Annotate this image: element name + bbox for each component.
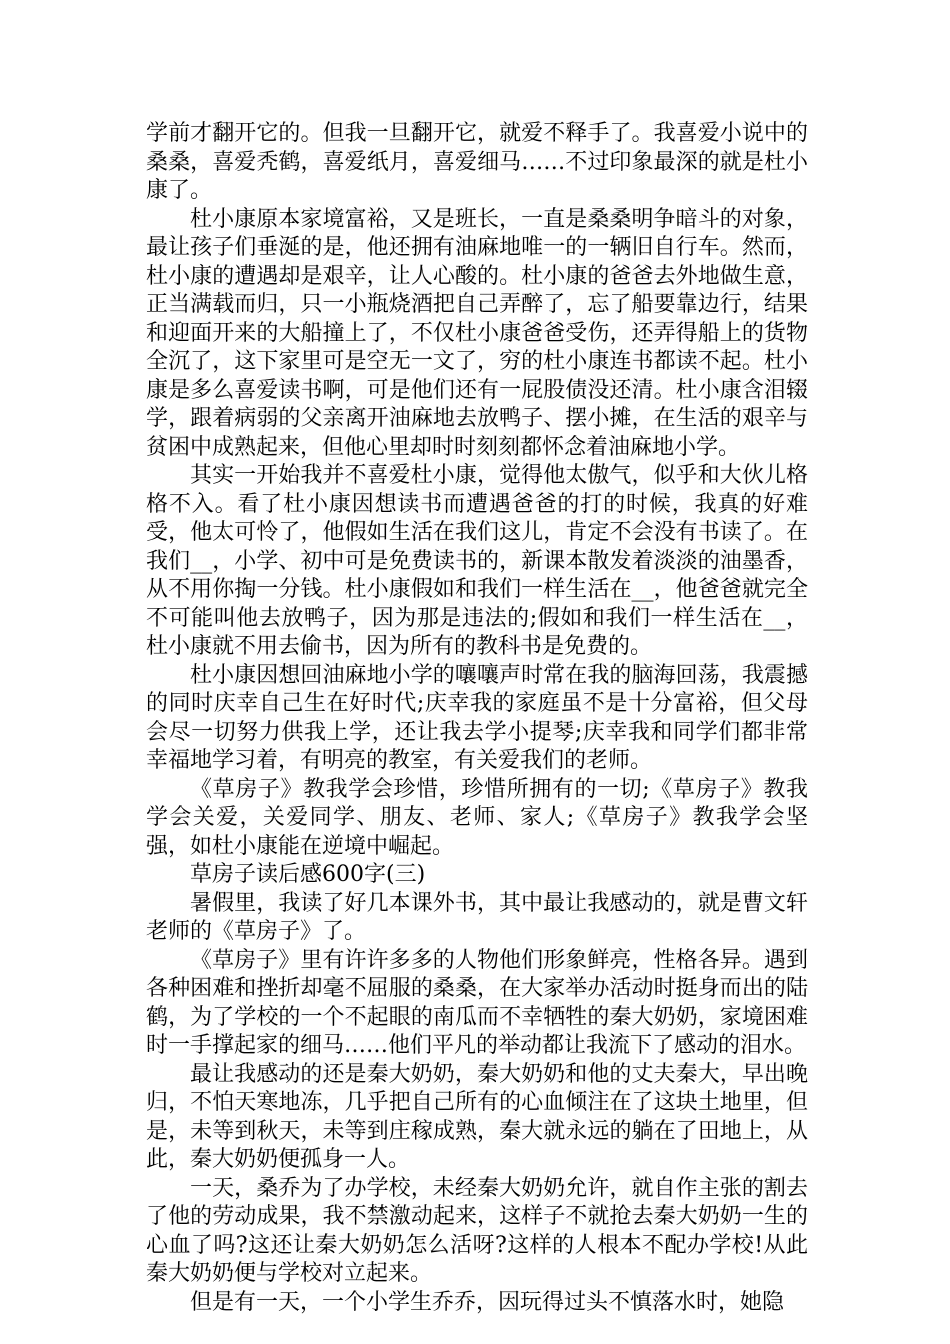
paragraph-sang-qiao: 一天，桑乔为了办学校，未经秦大奶奶允许，就自作主张的割去了他的劳动成果，我不禁激动起来，这样子不就抢去秦大奶奶一生的心血了吗?这还让秦大奶奶怎么活呀?这样的人根本不配办学校!从此秦大奶奶便与学校对立起来。	[146, 1175, 808, 1286]
document-page	[146, 120, 808, 1317]
paragraph-gratitude: 杜小康因想回油麻地小学的嚷嚷声时常在我的脑海回荡，我震撼的同时庆幸自己生在好时代;庆幸我的家庭虽不是十分富裕，但父母会尽一切努力供我上学，还让我去学小提琴;庆幸我和同学们都非常幸福地学习着，有明亮的教室，有关爱我们的老师。	[146, 662, 808, 773]
paragraph-du-xiaokang-story: 杜小康原本家境富裕，又是班长，一直是桑桑明争暗斗的对象，最让孩子们垂涎的是，他还拥有油麻地唯一的一辆旧自行车。然而，杜小康的遭遇却是艰辛，让人心酸的。杜小康的爸爸去外地做生意，正当满载而归，只一小瓶烧酒把自己弄醉了，忘了船要靠边行，结果和迎面开来的大船撞上了，不仅杜小康爸爸受伤，还弄得船上的货物全沉了，这下家里可是空无一文了，穷的杜小康连书都读不起。杜小康是多么喜爱读书啊，可是他们还有一屁股债没还清。杜小康含泪辍学，跟着病弱的父亲离开油麻地去放鸭子、摆小摊，在生活的艰辛与贫困中成熟起来，但他心里却时时刻刻都怀念着油麻地小学。	[146, 206, 808, 460]
paragraph-lessons: 《草房子》教我学会珍惜，珍惜所拥有的一切;《草房子》教我学会关爱，关爱同学、朋友、老师、家人;《草房子》教我学会坚强，如杜小康能在逆境中崛起。	[146, 776, 808, 859]
section-heading: 草房子读后感600字(三)	[190, 862, 426, 887]
paragraph-qiao-qiao: 但是有一天，一个小学生乔乔，因玩得过头不慎落水时，她隐	[190, 1289, 785, 1315]
paragraph-grandma-qin: 最让我感动的还是秦大奶奶，秦大奶奶和他的丈夫秦大，早出晚归，不怕天寒地冻，几乎把自己所有的心血倾注在了这块土地里，但是，未等到秋天，未等到庄稼成熟，秦大就永远的躺在了田地上，从此，秦大奶奶便孤身一人。	[146, 1061, 808, 1172]
paragraph-summer-reading: 暑假里，我读了好几本课外书，其中最让我感动的，就是曹文轩老师的《草房子》了。	[146, 890, 808, 944]
paragraph-reflection: 其实一开始我并不喜爱杜小康，觉得他太傲气，似乎和大伙儿格格不入。看了杜小康因想读书而遭遇爸爸的打的时候，我真的好难受，他太可怜了，他假如生活在我们这儿，肯定不会没有书读了。在我们__，小学、初中可是免费读书的，新课本散发着淡淡的油墨香，从不用你掏一分钱。杜小康假如和我们一样生活在__，他爸爸就完全不可能叫他去放鸭子，因为那是违法的;假如和我们一样生活在__，杜小康就不用去偷书，因为所有的教科书是免费的。	[146, 463, 808, 659]
paragraph-continuation: 学前才翻开它的。但我一旦翻开它，就爱不释手了。我喜爱小说中的桑桑，喜爱秃鹤，喜爱纸月，喜爱细马……不过印象最深的就是杜小康了。	[146, 121, 808, 203]
paragraph-characters: 《草房子》里有许许多多的人物他们形象鲜亮，性格各异。遇到各种困难和挫折却毫不屈服的桑桑，在大家举办活动时挺身而出的陆鹤，为了学校的一个不起眼的南瓜而不幸牺牲的秦大奶奶，家境困难时一手撑起家的细马……他们平凡的举动都让我流下了感动的泪水。	[146, 947, 808, 1058]
